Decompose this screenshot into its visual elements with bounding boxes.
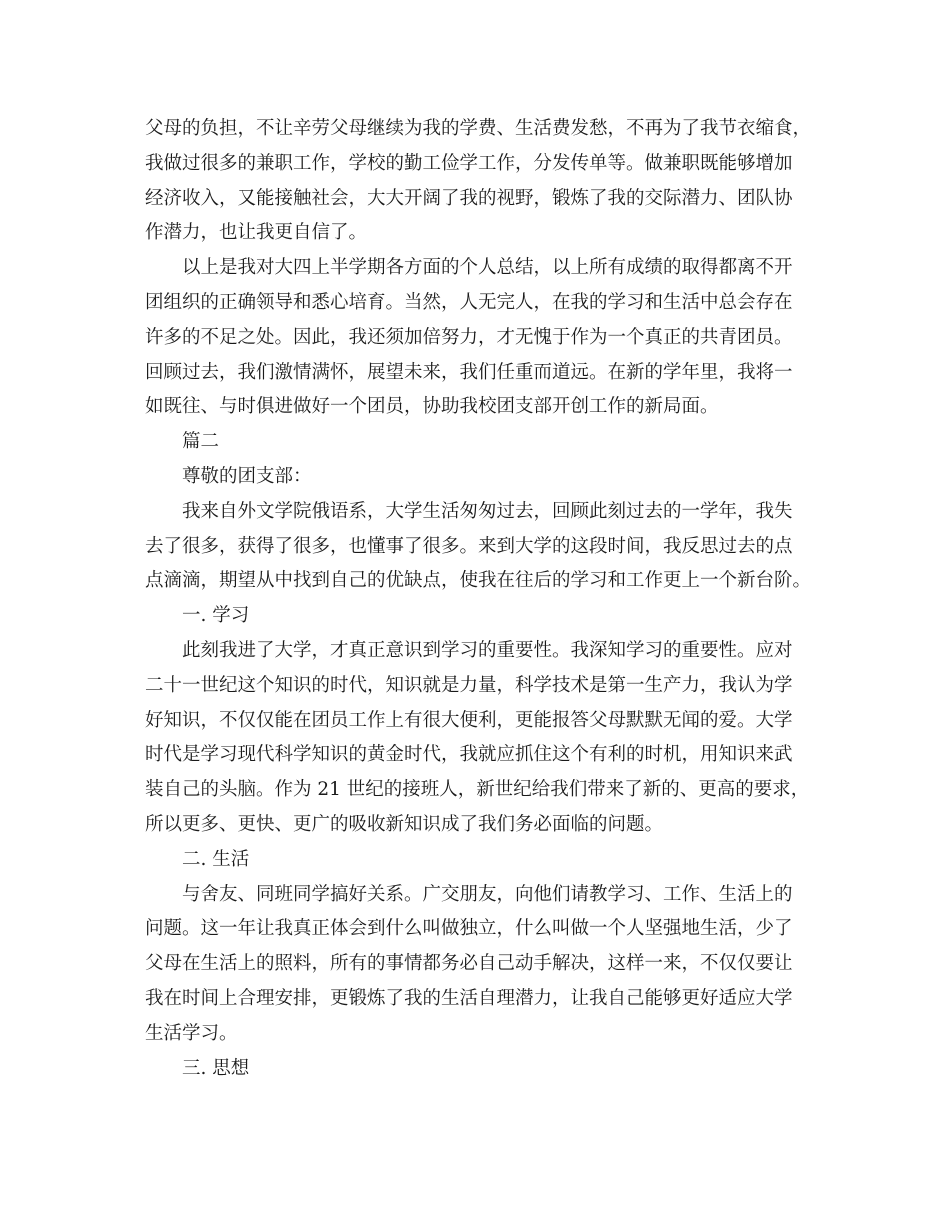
text-line: 问题。这一年让我真正体会到什么叫做独立，什么叫做一个人坚强地生活，少了 — [145, 918, 793, 940]
heading-line: 一. 学习 — [182, 605, 250, 627]
text-line: 如既往、与时俱进做好一个团员，协助我校团支部开创工作的新局面。 — [145, 396, 719, 418]
text-line: 此刻我进了大学，才真正意识到学习的重要性。我深知学习的重要性。应对 — [182, 639, 793, 661]
text-line: 时代是学习现代科学知识的黄金时代，我就应抓住这个有利的时机，用知识来武 — [145, 744, 793, 766]
text-line: 点滴滴，期望从中找到自己的优缺点，使我在往后的学习和工作更上一个新台阶。 — [145, 570, 812, 592]
text-line: 许多的不足之处。因此，我还须加倍努力，才无愧于作为一个真正的共青团员。 — [145, 326, 793, 348]
text-line: 尊敬的团支部： — [182, 465, 312, 487]
paragraph-2 — [145, 251, 805, 425]
text-line: 二十一世纪这个知识的时代，知识就是力量，科学技术是第一生产力，我认为学 — [145, 674, 793, 696]
text-line: 与舍友、同班同学搞好关系。广交朋友，向他们请教学习、工作、生活上的 — [182, 883, 793, 905]
text-line: 团组织的正确领导和悉心培育。当然，人无完人，在我的学习和生活中总会存在 — [145, 291, 793, 313]
text-line: 作潜力，也让我更自信了。 — [145, 222, 368, 244]
text-line: 去了很多，获得了很多，也懂事了很多。来到大学的这段时间，我反思过去的点 — [145, 535, 793, 557]
heading-line: 二. 生活 — [182, 848, 250, 870]
salutation — [145, 460, 805, 495]
paragraph-life — [145, 878, 805, 1052]
text-line: 好知识，不仅仅能在团员工作上有很大便利，更能报答父母默默无闻的爱。大学 — [145, 709, 793, 731]
text-line: 我在时间上合理安排，更锻炼了我的生活自理潜力，让我自己能够更好适应大学 — [145, 987, 793, 1009]
document-body — [145, 112, 812, 1086]
text-line: 装自己的头脑。作为 21 世纪的接班人，新世纪给我们带来了新的、更高的要求， — [145, 779, 810, 801]
paragraph-1 — [145, 112, 812, 251]
heading-line: 三. 思想 — [182, 1057, 250, 1079]
paragraph-study — [145, 634, 810, 843]
text-line: 父母的负担，不让辛劳父母继续为我的学费、生活费发愁，不再为了我节衣缩食， — [145, 118, 812, 139]
text-line: 经济收入，又能接触社会，大大开阔了我的视野，锻炼了我的交际潜力、团队协 — [145, 187, 793, 209]
section-title-pian-er — [145, 425, 805, 460]
text-line: 我做过很多的兼职工作，学校的勤工俭学工作，分发传单等。做兼职既能够增加 — [145, 152, 793, 174]
text-line: 父母在生活上的照料，所有的事情都务必自己动手解决，这样一来，不仅仅要让 — [145, 953, 793, 975]
paragraph-intro — [145, 495, 812, 599]
text-line: 所以更多、更快、更广的吸收新知识成了我们务必面临的问题。 — [145, 813, 664, 835]
text-line: 回顾过去，我们激情满怀，展望未来，我们任重而道远。在新的学年里，我将一 — [145, 361, 793, 383]
section-heading-study — [145, 599, 805, 634]
section-heading-thought — [145, 1052, 805, 1087]
text-line: 我来自外文学院俄语系，大学生活匆匆过去，回顾此刻过去的一学年，我失 — [182, 500, 793, 522]
text-line: 生活学习。 — [145, 1022, 238, 1044]
heading-line: 篇二 — [182, 431, 220, 453]
section-heading-life — [145, 843, 805, 878]
text-line: 以上是我对大四上半学期各方面的个人总结，以上所有成绩的取得都离不开 — [182, 257, 793, 279]
